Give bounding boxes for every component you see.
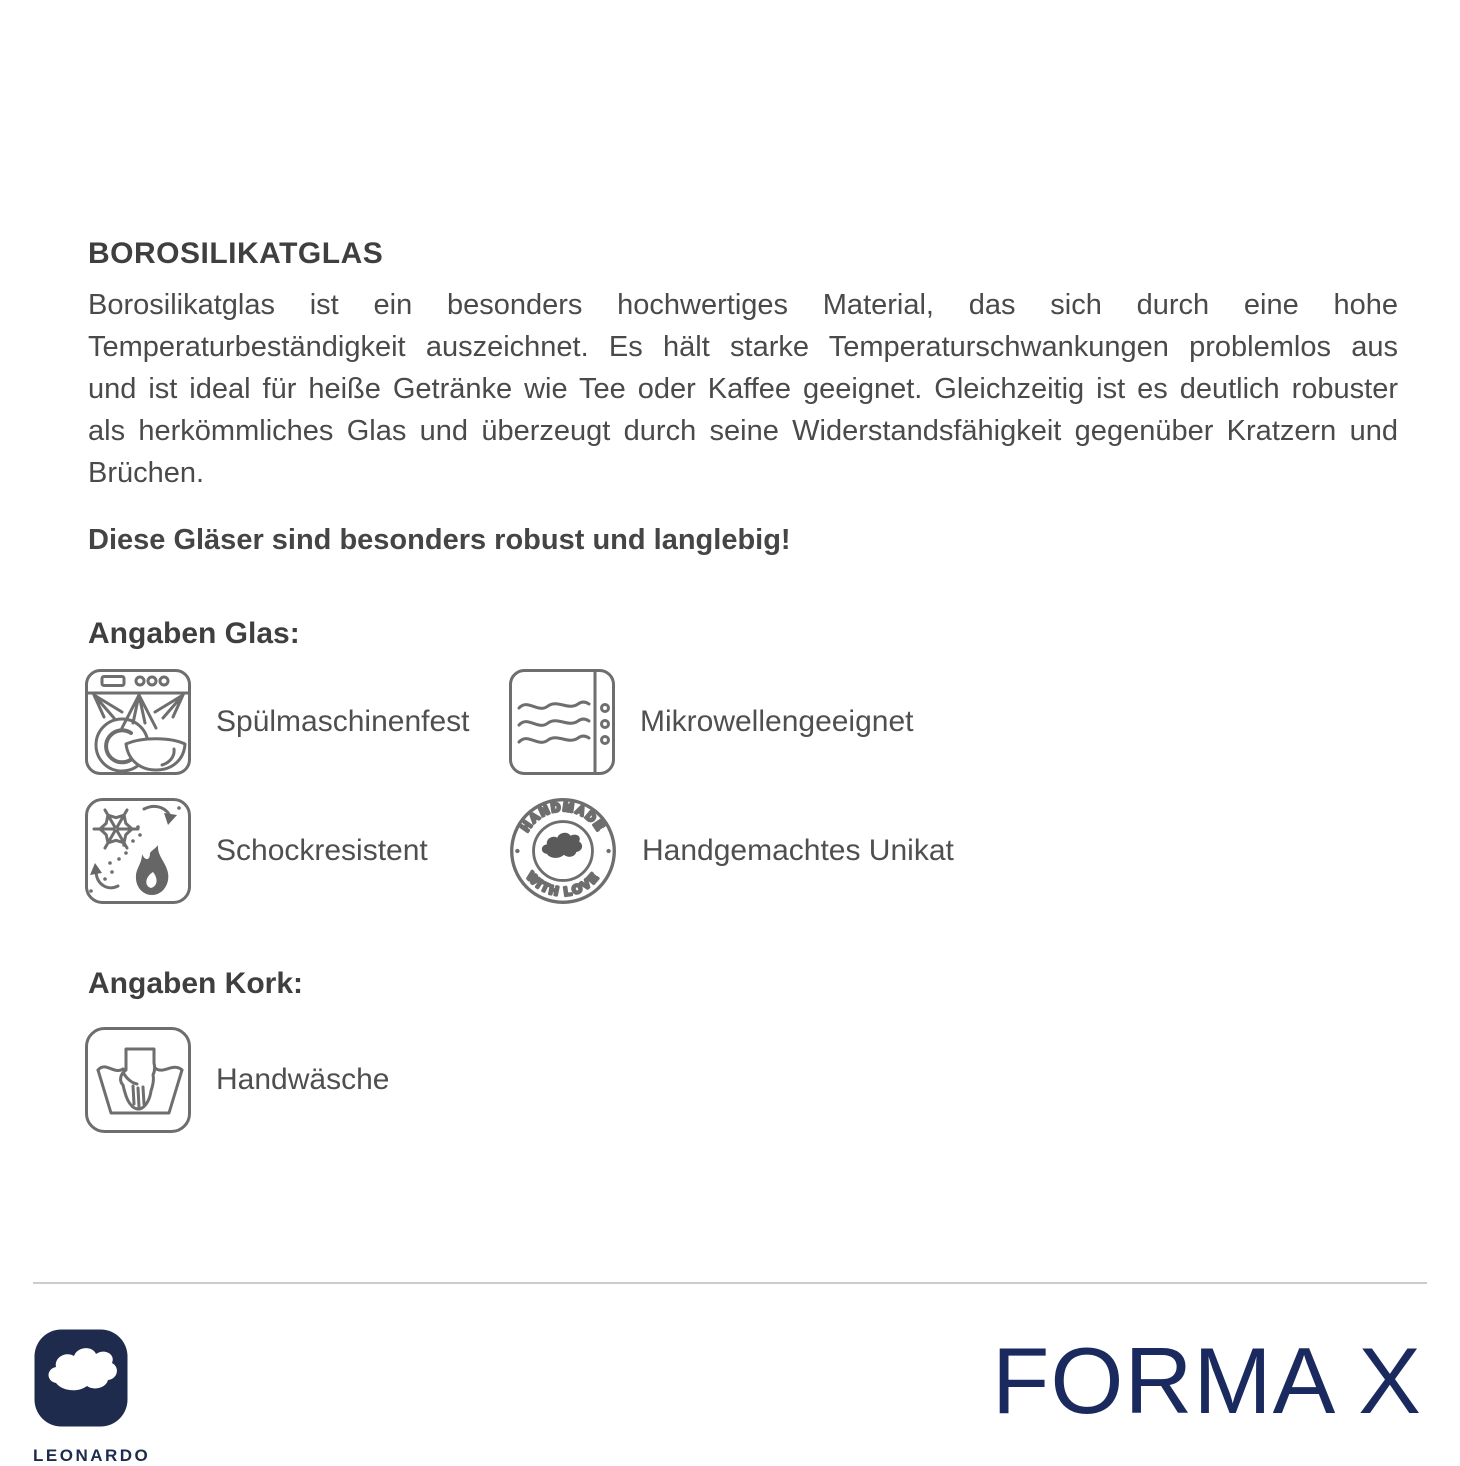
badge-bottom-text: WITH LOVE [523, 869, 603, 899]
dishwasher-safe-icon [82, 666, 194, 778]
brand-logo-block [33, 1328, 151, 1466]
arrow-curve-bottom [96, 872, 118, 888]
paragraph-line: als herkömmliches Glas und überzeugt durch seine Widerstandsfähigkeit gegenüber Kratzern und [88, 415, 1398, 447]
snowflake-glyph [94, 807, 138, 851]
footer-divider [33, 1282, 1427, 1284]
shock-resistant-icon [82, 795, 194, 907]
cork-section-heading: Angaben Kork: [88, 967, 304, 1000]
feature-label: Schockresistent [216, 834, 428, 867]
feature-dishwasher-safe [82, 666, 506, 778]
cloud-glyph [542, 833, 582, 858]
paragraph-line: Brüchen. [88, 457, 205, 489]
feature-shock-resistant [82, 794, 506, 908]
feature-label: Handwäsche [216, 1063, 390, 1096]
feature-handwash [82, 1024, 1398, 1136]
cork-feature-grid [82, 1024, 1398, 1136]
page-footer [0, 1282, 1460, 1465]
handmade-badge-icon [506, 794, 620, 908]
paragraph-line: und ist ideal für heiße Getränke wie Tee oder Kaffee geeignet. Gleichzeitig ist es deutlich robuster [88, 373, 1398, 405]
durability-claim: Diese Gläser sind besonders robust und langlebig! [88, 524, 791, 556]
intro-paragraph [88, 284, 1398, 494]
handwash-icon [82, 1024, 194, 1136]
glass-section-heading: Angaben Glas: [88, 617, 300, 650]
microwave-safe-icon [506, 666, 618, 778]
feature-microwave-safe [506, 666, 1398, 778]
paragraph-line: Borosilikatglas ist ein besonders hochwertiges Material, das sich durch eine hohe [88, 289, 1398, 321]
svg-text:HANDMADE [518, 800, 608, 835]
main-content [88, 236, 1398, 1136]
feature-label: Mikrowellengeeignet [640, 705, 914, 738]
leonardo-logo-icon [33, 1328, 129, 1428]
badge-top-text: HANDMADE [518, 799, 608, 835]
brand-name: LEONARDO [33, 1446, 151, 1465]
feature-handmade [506, 794, 1398, 908]
paragraph-line: Temperaturbeständigkeit auszeichnet. Es hält starke Temperaturschwankungen problemlos aus [88, 331, 1398, 363]
glass-feature-grid [82, 666, 1398, 908]
section-title-borosilikatglas: BOROSILIKATGLAS [88, 237, 384, 270]
feature-label: Spülmaschinenfest [216, 705, 470, 738]
feature-label: Handgemachtes Unikat [642, 834, 954, 867]
series-name: FORMA X [991, 1328, 1422, 1433]
